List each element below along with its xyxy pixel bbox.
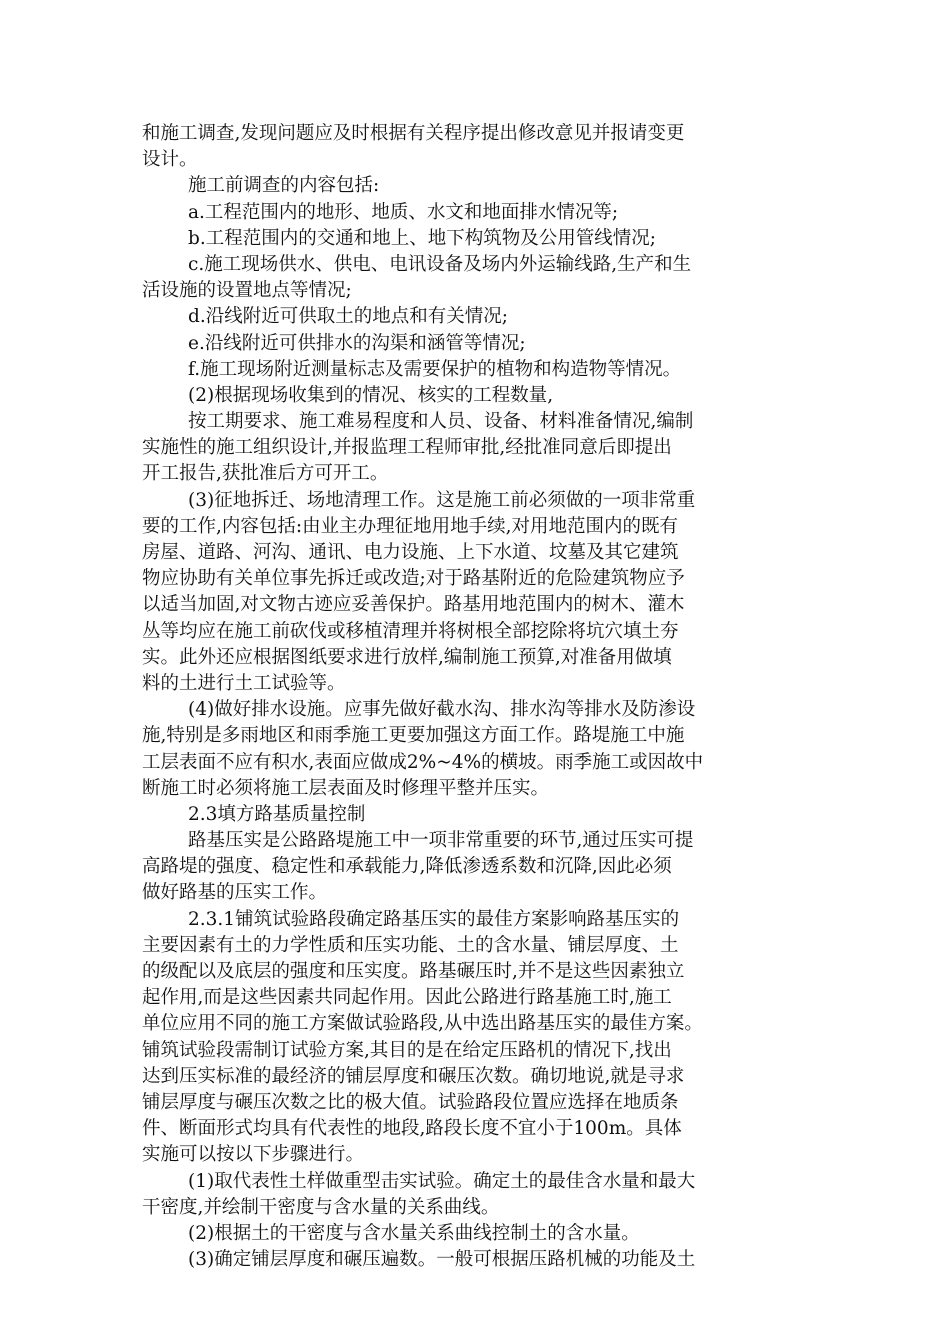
text-line: d.沿线附近可供取土的地点和有关情况; — [188, 306, 508, 328]
text-line: 开工报告,获批准后方可开工。 — [142, 463, 389, 485]
text-line: 高路堤的强度、稳定性和承载能力,降低渗透系数和沉降,因此必须 — [142, 856, 672, 878]
text-line: 丛等均应在施工前砍伐或移植清理并将树根全部挖除将坑穴填土夯 — [142, 620, 679, 642]
text-line: 工层表面不应有积水,表面应做成2%~4%的横坡。雨季施工或因故中 — [142, 751, 704, 773]
text-line: 铺筑试验段需制订试验方案,其目的是在给定压路机的情况下,找出 — [142, 1039, 672, 1061]
text-line: 施工前调查的内容包括: — [188, 175, 380, 197]
section-heading: 2.3填方路基质量控制 — [188, 803, 366, 825]
text-line: c.施工现场供水、供电、电讯设备及场内外运输线路,生产和生 — [188, 253, 692, 275]
text-line: 起作用,而是这些因素共同起作用。因此公路进行路基施工时,施工 — [142, 987, 672, 1009]
text-line: (1)取代表性土样做重型击实试验。确定土的最佳含水量和最大 — [188, 1170, 696, 1192]
text-line: 达到压实标准的最经济的铺层厚度和碾压次数。确切地说,就是寻求 — [142, 1065, 685, 1087]
text-line: 主要因素有土的力学性质和压实功能、土的含水量、铺层厚度、土 — [142, 934, 679, 956]
text-line: (2)根据现场收集到的情况、核实的工程数量, — [188, 384, 554, 406]
text-line: (2)根据土的干密度与含水量关系曲线控制土的含水量。 — [188, 1222, 640, 1244]
text-line: 和施工调查,发现问题应及时根据有关程序提出修改意见并报请变更 — [142, 123, 685, 144]
text-line: 实。此外还应根据图纸要求进行放样,编制施工预算,对准备用做填 — [142, 646, 672, 668]
text-line: 施,特别是多雨地区和雨季施工更要加强这方面工作。路堤施工中施 — [142, 725, 685, 747]
text-line: (3)确定铺层厚度和碾压遍数。一般可根据压路机械的功能及土 — [188, 1249, 696, 1271]
text-line: b.工程范围内的交通和地上、地下构筑物及公用管线情况; — [188, 227, 656, 249]
text-line: 料的土进行土工试验等。 — [142, 672, 346, 694]
subsection-heading: 2.3.1铺筑试验路段确定路基压实的最佳方案影响路基压实的 — [188, 908, 680, 930]
text-line: e.沿线附近可供排水的沟渠和涵管等情况; — [188, 332, 526, 354]
text-line: 物应协助有关单位事先拆迁或改造;对于路基附近的危险建筑物应予 — [142, 568, 685, 590]
text-line: 做好路基的压实工作。 — [142, 882, 328, 904]
text-line: 设计。 — [142, 149, 198, 171]
text-line: 路基压实是公路路堤施工中一项非常重要的环节,通过压实可提 — [188, 830, 694, 852]
text-line: f.施工现场附近测量标志及需要保护的植物和构造物等情况。 — [188, 358, 682, 380]
text-line: 断施工时必须将施工层表面及时修理平整并压实。 — [142, 777, 550, 799]
text-line: 件、断面形式均具有代表性的地段,路段长度不宜小于100m。具体 — [142, 1118, 682, 1140]
text-line: 单位应用不同的施工方案做试验路段,从中选出路基压实的最佳方案。 — [142, 1013, 703, 1035]
text-line: 要的工作,内容包括:由业主办理征地用地手续,对用地范围内的既有 — [142, 515, 678, 537]
text-line: (3)征地拆迁、场地清理工作。这是施工前必须做的一项非常重 — [188, 489, 696, 511]
text-line: 房屋、道路、河沟、通讯、电力设施、上下水道、坟墓及其它建筑 — [142, 542, 679, 563]
text-line: 按工期要求、施工难易程度和人员、设备、材料准备情况,编制 — [188, 411, 694, 433]
text-line: (4)做好排水设施。应事先做好截水沟、排水沟等排水及防渗设 — [188, 699, 696, 721]
text-line: a.工程范围内的地形、地质、水文和地面排水情况等; — [188, 201, 619, 223]
text-line: 以适当加固,对文物古迹应妥善保护。路基用地范围内的树木、灌木 — [142, 594, 685, 616]
text-line: 干密度,并绘制干密度与含水量的关系曲线。 — [142, 1196, 500, 1218]
text-line: 实施性的施工组织设计,并报监理工程师审批,经批准同意后即提出 — [142, 437, 672, 459]
text-line: 活设施的设置地点等情况; — [142, 280, 352, 302]
text-line: 实施可以按以下步骤进行。 — [142, 1144, 365, 1166]
document-body — [142, 121, 842, 1273]
text-line: 的级配以及底层的强度和压实度。路基碾压时,并不是这些因素独立 — [142, 961, 685, 982]
text-line: 铺层厚度与碾压次数之比的极大值。试验路段位置应选择在地质条 — [142, 1091, 679, 1113]
